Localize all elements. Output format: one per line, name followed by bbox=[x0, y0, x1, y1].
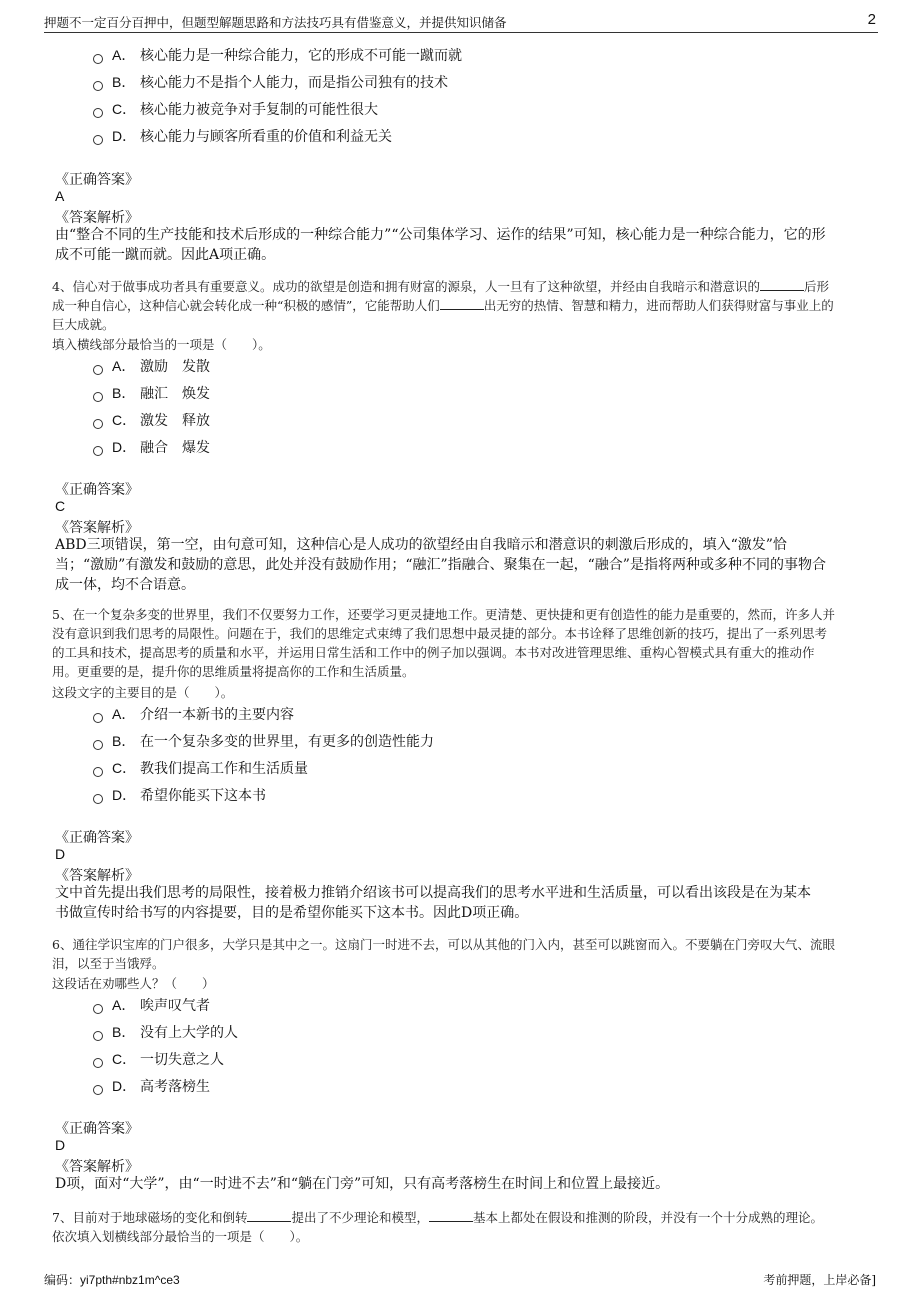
q3-option-c[interactable]: C． 核心能力被竞争对手复制的可能性很大 bbox=[93, 100, 378, 118]
radio-icon[interactable] bbox=[93, 1031, 103, 1041]
radio-icon[interactable] bbox=[93, 419, 103, 429]
q3-analysis: 由“整合不同的生产技能和技术后形成的一种综合能力”“公司集体学习、运作的结果”可知，核心能力是一种综合能力，它的形 成不可能一蹴而就。因此A项正确。 bbox=[55, 227, 826, 263]
page-number: 2 bbox=[867, 11, 876, 28]
q5-analysis: 文中首先提出我们思考的局限性，接着极力推销介绍该书可以提高我们的思考水平进和生活质量，可以看出该段是在为某本 书做宣传时给书写的内容提要，目的是希望你能买下这本书。因此D项正确。 bbox=[55, 885, 811, 921]
radio-icon[interactable] bbox=[93, 767, 103, 777]
q7-stem: 7、目前对于地球磁场的变化和倒转 提出了不少理论和模型， 基本上都处在假设和推测的阶段，并没有一个十分成熟的理论。 bbox=[52, 1210, 823, 1225]
q5-analysis-label: 《答案解析》 bbox=[55, 868, 139, 884]
q4-option-c[interactable]: C． 激发 释放 bbox=[93, 411, 210, 429]
radio-icon[interactable] bbox=[93, 713, 103, 723]
q6-analysis: D项，面对“大学”，由“一时进不去”和“躺在门旁”可知，只有高考落榜生在时间上和位置上最接近。 bbox=[55, 1176, 670, 1192]
footer-code: 编码：yi7pth#nbz1m^ce3 bbox=[44, 1273, 180, 1287]
q3-analysis-label: 《答案解析》 bbox=[55, 210, 139, 226]
q6-answer: D bbox=[55, 1137, 66, 1153]
q3-option-a[interactable]: A． 核心能力是一种综合能力，它的形成不可能一蹴而就 bbox=[93, 46, 462, 64]
q5-ask: 这段文字的主要目的是（ ）。 bbox=[52, 685, 234, 700]
q4-option-d[interactable]: D． 融合 爆发 bbox=[93, 438, 210, 456]
q6-option-d[interactable]: D． 高考落榜生 bbox=[93, 1077, 210, 1095]
q3-answer: A bbox=[55, 188, 65, 204]
radio-icon[interactable] bbox=[93, 1058, 103, 1068]
q6-answer-label: 《正确答案》 bbox=[55, 1121, 139, 1137]
q6-stem: 6、通往学识宝库的门户很多，大学只是其中之一。这扇门一时进不去，可以从其他的门入内，甚至可以跳窗而入。不要躺在门旁叹大气、流眼 泪，以至于当饿殍。 bbox=[52, 937, 835, 971]
q4-option-a[interactable]: A． 激励 发散 bbox=[93, 357, 210, 375]
footer-slogan: 考前押题，上岸必备] bbox=[763, 1273, 876, 1287]
q6-analysis-label: 《答案解析》 bbox=[55, 1159, 139, 1175]
q3-option-d[interactable]: D． 核心能力与顾客所看重的价值和利益无关 bbox=[93, 127, 392, 145]
q4-option-b[interactable]: B． 融汇 焕发 bbox=[93, 384, 210, 402]
radio-icon[interactable] bbox=[93, 392, 103, 402]
q3-option-b[interactable]: B． 核心能力不是指个人能力，而是指公司独有的技术 bbox=[93, 73, 448, 91]
q4-answer-label: 《正确答案》 bbox=[55, 482, 139, 498]
q6-option-a[interactable]: A． 唉声叹气者 bbox=[93, 996, 210, 1014]
radio-icon[interactable] bbox=[93, 365, 103, 375]
q5-stem: 5、在一个复杂多变的世界里，我们不仅要努力工作，还要学习更灵捷地工作。更清楚、更快捷和更有创造性的能力是重要的，然而，许多人并 没有意识到我们思考的局限性。问题在于，我们的思维定式束缚了我们思想中最灵捷的部分。本书诠释了思维创新的技巧，提出了一系列思考 的工具和技术，提高思考的质量和水平，并运用日常生活和工作中的例子加以强调。本书对改进管理思维、重构心智模式具有重大的推动作 用。更重要的是，提升你的思维质量将提高你的工作和生活质量。 bbox=[52, 607, 835, 679]
q6-option-b[interactable]: B． 没有上大学的人 bbox=[93, 1023, 238, 1041]
radio-icon[interactable] bbox=[93, 54, 103, 64]
radio-icon[interactable] bbox=[93, 135, 103, 145]
q5-answer-label: 《正确答案》 bbox=[55, 830, 139, 846]
q3-answer-label: 《正确答案》 bbox=[55, 172, 139, 188]
radio-icon[interactable] bbox=[93, 81, 103, 91]
radio-icon[interactable] bbox=[93, 1085, 103, 1095]
q5-option-c[interactable]: C． 教我们提高工作和生活质量 bbox=[93, 759, 308, 777]
q6-ask: 这段话在劝哪些人？（ ） bbox=[52, 976, 215, 991]
radio-icon[interactable] bbox=[93, 740, 103, 750]
q4-analysis-label: 《答案解析》 bbox=[55, 520, 139, 536]
fill-blank bbox=[440, 299, 484, 310]
q5-option-a[interactable]: A． 介绍一本新书的主要内容 bbox=[93, 705, 294, 723]
fill-blank bbox=[760, 280, 804, 291]
q5-option-b[interactable]: B． 在一个复杂多变的世界里，有更多的创造性能力 bbox=[93, 732, 434, 750]
fill-blank bbox=[247, 1211, 291, 1222]
radio-icon[interactable] bbox=[93, 108, 103, 118]
header-text: 押题不一定百分百押中，但题型解题思路和方法技巧具有借鉴意义，并提供知识储备 bbox=[44, 15, 507, 30]
q4-analysis: ABD三项错误，第一空，由句意可知，这种信心是人成功的欲望经由自我暗示和潜意识的刺激后形成的，填入“激发”恰 当；“激励”有激发和鼓励的意思，此处并没有鼓励作用；“融汇”指融合、聚集在一起，“融合”是指将两种或多种不同的事物合 成一体，均不合语意。 bbox=[55, 537, 826, 593]
q4-ask: 填入横线部分最恰当的一项是（ ）。 bbox=[52, 337, 271, 352]
q7-ask: 依次填入划横线部分最恰当的一项是（ ）。 bbox=[52, 1229, 309, 1244]
page-header bbox=[44, 12, 878, 33]
radio-icon[interactable] bbox=[93, 446, 103, 456]
q6-option-c[interactable]: C． 一切失意之人 bbox=[93, 1050, 224, 1068]
fill-blank bbox=[429, 1211, 473, 1222]
q4-answer: C bbox=[55, 498, 66, 514]
q5-option-d[interactable]: D． 希望你能买下这本书 bbox=[93, 786, 266, 804]
radio-icon[interactable] bbox=[93, 794, 103, 804]
q5-answer: D bbox=[55, 846, 66, 862]
q4-stem: 4、信心对于做事成功者具有重要意义。成功的欲望是创造和拥有财富的源泉，人一旦有了这种欲望，并经由自我暗示和潜意识的 后形 成一种自信心，这种信心就会转化成一种“积极的感情”，它能帮助人们 出无穷的热情、智慧和精力，进而帮助人们获得财富与事业上的 巨大成就。 bbox=[52, 279, 834, 332]
radio-icon[interactable] bbox=[93, 1004, 103, 1014]
